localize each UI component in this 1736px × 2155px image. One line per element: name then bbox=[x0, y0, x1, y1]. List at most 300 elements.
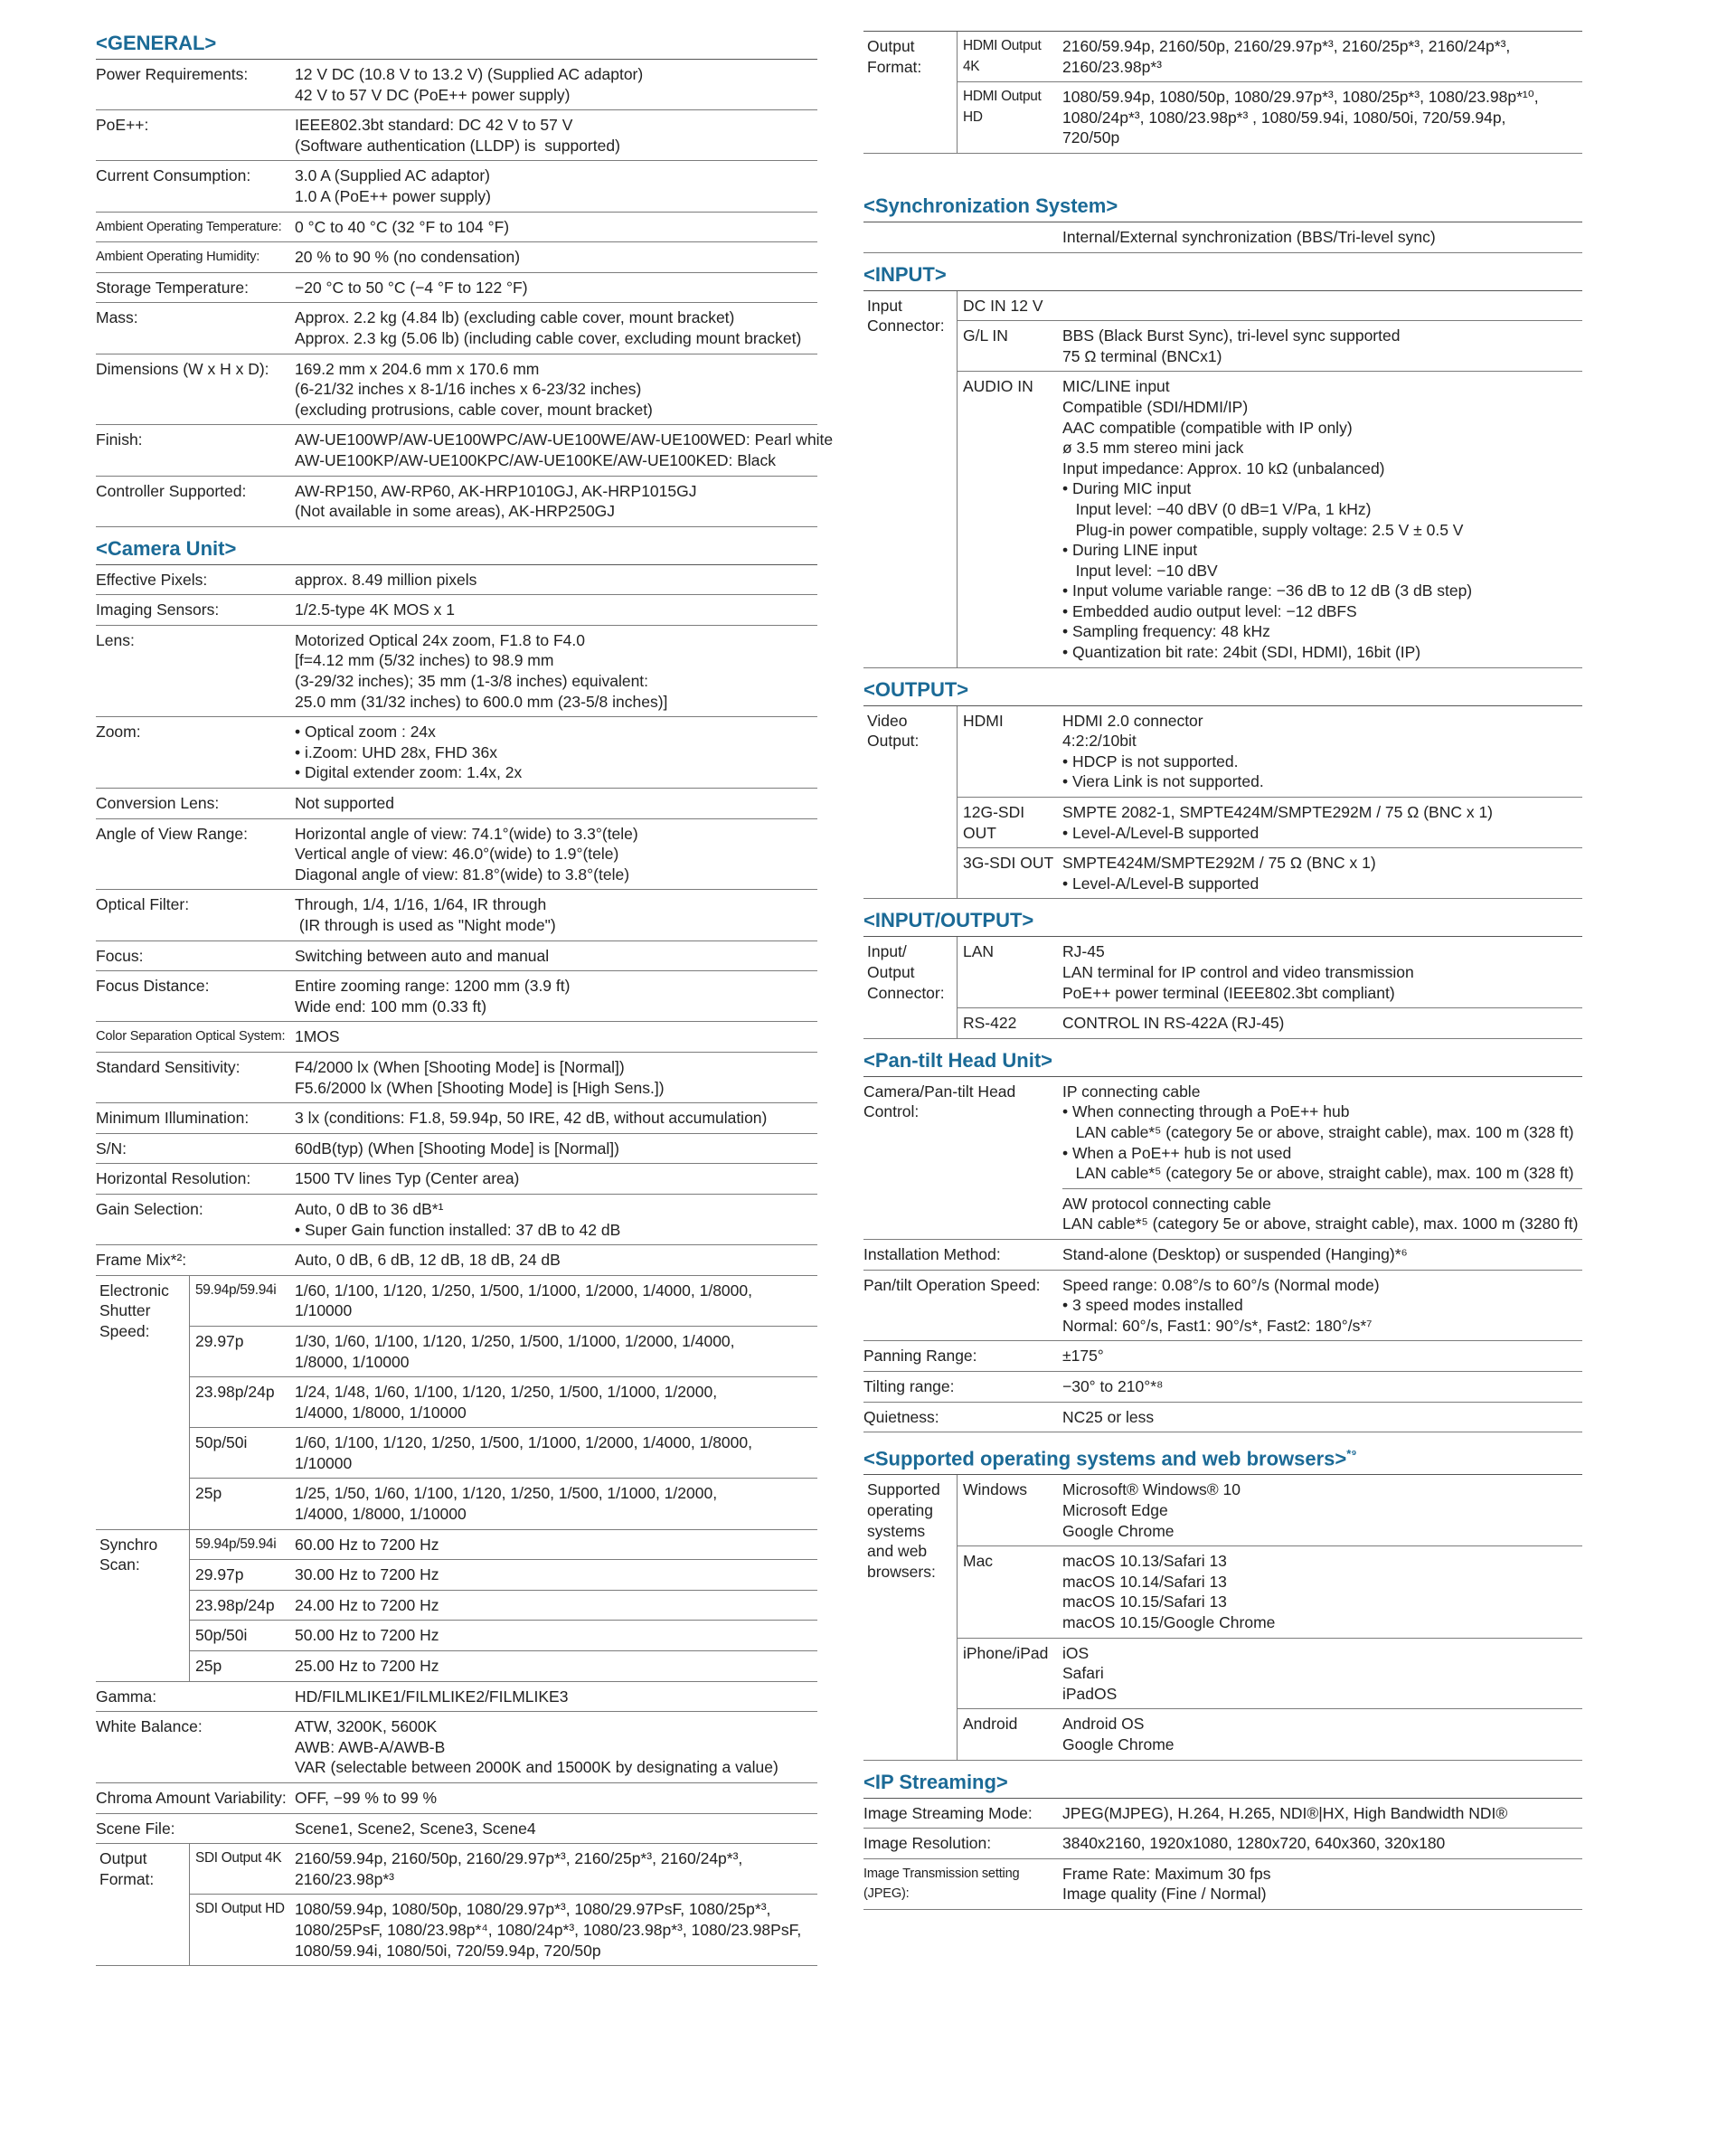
sub-value-line: 1/4000, 1/8000, 1/10000 bbox=[295, 1403, 467, 1422]
spec-value-line: Diagonal angle of view: 81.8°(wide) to 3.8°(tele) bbox=[295, 865, 630, 884]
spec-value-line: ±175° bbox=[1062, 1347, 1104, 1366]
section-input-output bbox=[863, 908, 1582, 1038]
spec-value bbox=[295, 1682, 817, 1712]
spec-value-line: (Not available in some areas), AK-HRP250GJ bbox=[295, 502, 616, 521]
spec-label: Ambient Operating Humidity: bbox=[96, 250, 260, 265]
sub-label: Android bbox=[963, 1715, 1018, 1734]
pan-tilt-title-text: <Pan-tilt Head Unit> bbox=[863, 1048, 1053, 1072]
spec-row bbox=[96, 1103, 817, 1134]
sub-value-line: BBS (Black Burst Sync), tri-level sync supported bbox=[1062, 326, 1401, 345]
synchro-scan-group bbox=[96, 1530, 817, 1682]
spec-value-line: HD/FILMLIKE1/FILMLIKE2/FILMLIKE3 bbox=[295, 1687, 569, 1706]
sub-value-line: 1/30, 1/60, 1/100, 1/120, 1/250, 1/500, 1/1000, 1/2000, 1/4000, bbox=[295, 1331, 735, 1350]
spec-label: Horizontal Resolution: bbox=[96, 1169, 251, 1188]
spec-label: Minimum Illumination: bbox=[96, 1109, 250, 1128]
spec-value-line: 0 °C to 40 °C (32 °F to 104 °F) bbox=[295, 217, 510, 236]
sub-value-line: HDMI 2.0 connector bbox=[1062, 711, 1203, 730]
sub-label: 12G-SDI OUT bbox=[963, 803, 1025, 842]
spec-row bbox=[96, 1164, 817, 1195]
spec-value-line: −30° to 210°*⁸ bbox=[1062, 1376, 1164, 1395]
sub-value-line: iOS bbox=[1062, 1643, 1090, 1662]
io-connector-group bbox=[863, 937, 1582, 1038]
sub-value-line: Plug-in power compatible, supply voltage: 2.5 V ± 0.5 V bbox=[1062, 520, 1464, 539]
section-camera-unit bbox=[96, 536, 817, 1966]
spec-row bbox=[96, 110, 817, 161]
sub-value-line: SMPTE 2082-1, SMPTE424M/SMPTE292M / 75 Ω (BNC x 1) bbox=[1062, 803, 1494, 822]
spec-value-line: 25.0 mm (31/32 inches) to 600.0 mm (23-5/8 inches)] bbox=[295, 692, 668, 711]
sub-value bbox=[295, 1560, 817, 1590]
spec-label: Color Separation Optical System: bbox=[96, 1029, 286, 1044]
control-part-line: AW protocol connecting cable bbox=[1062, 1194, 1271, 1213]
os-browsers-group-label: Supported operating systems and web browsers: bbox=[863, 1475, 958, 1759]
spec-label: Conversion Lens: bbox=[96, 794, 220, 813]
spec-value-line: (excluding protrusions, cable cover, mount bracket) bbox=[295, 400, 653, 419]
sub-value-line: 24.00 Hz to 7200 Hz bbox=[295, 1595, 439, 1614]
section-sync bbox=[863, 194, 1582, 253]
sub-value-line: 2160/59.94p, 2160/50p, 2160/29.97p*³, 2160/25p*³, 2160/24p*³, bbox=[1062, 37, 1511, 55]
spec-value-line: Image quality (Fine / Normal) bbox=[1062, 1885, 1267, 1904]
sub-value-line: 1080/24p*³, 1080/23.98p*³ , 1080/59.94i, 1080/50i, 720/59.94p, bbox=[1062, 108, 1506, 127]
sub-value-line: 50.00 Hz to 7200 Hz bbox=[295, 1626, 439, 1645]
sub-label: 29.97p bbox=[195, 1331, 244, 1350]
spec-value-line: VAR (selectable between 2000K and 15000K by designating a value) bbox=[295, 1758, 778, 1777]
sub-value-line: • Level-A/Level-B supported bbox=[1062, 823, 1260, 842]
spec-value-line: IEEE802.3bt standard: DC 42 V to 57 V bbox=[295, 116, 573, 135]
spec-row bbox=[96, 626, 817, 717]
spec-row bbox=[96, 477, 817, 527]
spec-value bbox=[295, 1814, 817, 1844]
hdmi-output-format-group-label: Output Format: bbox=[863, 32, 958, 153]
spec-value-line: Frame Rate: Maximum 30 fps bbox=[1062, 1864, 1271, 1883]
spec-label: White Balance: bbox=[96, 1717, 203, 1736]
sub-value bbox=[295, 1428, 817, 1478]
spec-value bbox=[295, 60, 817, 109]
sub-value bbox=[1062, 1546, 1582, 1637]
sub-value-line: ø 3.5 mm stereo mini jack bbox=[1062, 439, 1244, 458]
spec-value bbox=[295, 1712, 817, 1782]
os-browsers-title-text: <Supported operating systems and web browsers> bbox=[863, 1447, 1347, 1470]
spec-row bbox=[863, 1829, 1582, 1859]
general-title bbox=[96, 31, 817, 60]
control-part-line: • When connecting through a PoE++ hub bbox=[1062, 1102, 1350, 1121]
sub-label: HDMI Output 4K bbox=[963, 38, 1042, 74]
spec-row bbox=[96, 595, 817, 626]
input-connector-group bbox=[863, 291, 1582, 668]
sub-value-line: Android OS bbox=[1062, 1715, 1145, 1734]
sub-value bbox=[1062, 1008, 1582, 1038]
spec-label: Standard Sensitivity: bbox=[96, 1057, 241, 1076]
control-part-line: LAN cable*⁵ (category 5e or above, straight cable), max. 1000 m (3280 ft) bbox=[1062, 1215, 1579, 1233]
spec-row bbox=[96, 161, 817, 212]
sub-value-line: • HDCP is not supported. bbox=[1062, 751, 1239, 770]
sub-label: 50p/50i bbox=[195, 1626, 248, 1645]
spec-value bbox=[295, 425, 833, 475]
sub-value bbox=[1062, 848, 1582, 898]
sub-row bbox=[958, 937, 1582, 1008]
sub-value bbox=[1062, 937, 1582, 1007]
spec-value-line: 3840x2160, 1920x1080, 1280x720, 640x360, 320x180 bbox=[1062, 1834, 1446, 1853]
sub-value bbox=[1062, 1709, 1582, 1759]
section-os-browsers bbox=[863, 1441, 1582, 1760]
spec-value-line: 3 lx (conditions: F1.8, 59.94p, 50 IRE, 42 dB, without accumulation) bbox=[295, 1109, 768, 1128]
sub-row bbox=[958, 1475, 1582, 1546]
spec-value bbox=[1062, 1240, 1582, 1270]
sub-label: AUDIO IN bbox=[963, 377, 1033, 396]
sub-label: HDMI Output HD bbox=[963, 89, 1042, 125]
spec-row bbox=[863, 1859, 1582, 1910]
spec-label: Optical Filter: bbox=[96, 895, 190, 914]
sub-value-line: CONTROL IN RS-422A (RJ-45) bbox=[1062, 1014, 1285, 1033]
section-ip-streaming bbox=[863, 1770, 1582, 1910]
sdi-output-format-group-subrows bbox=[190, 1844, 817, 1965]
spec-label: Dimensions (W x H x D): bbox=[96, 359, 269, 378]
spec-value bbox=[295, 242, 817, 272]
sub-value-line: Google Chrome bbox=[1062, 1734, 1175, 1753]
spec-value-line: Not supported bbox=[295, 794, 394, 813]
spec-value-line: (6-21/32 inches x 8-1/16 inches x 6-23/32 inches) bbox=[295, 380, 642, 399]
sub-value-line: Microsoft® Windows® 10 bbox=[1062, 1480, 1241, 1499]
spec-value-line: 169.2 mm x 204.6 mm x 170.6 mm bbox=[295, 359, 540, 378]
spec-value-line: Entire zooming range: 1200 mm (3.9 ft) bbox=[295, 977, 571, 996]
spec-value bbox=[295, 890, 817, 940]
spec-value bbox=[295, 213, 817, 242]
spec-value-line: [f=4.12 mm (5/32 inches) to 98.9 mm bbox=[295, 651, 554, 670]
shutter-speed-group bbox=[96, 1276, 817, 1530]
os-browsers-title-note: *⁹ bbox=[1346, 1447, 1357, 1461]
spec-row bbox=[96, 1245, 817, 1276]
spec-value-line: AW-UE100WP/AW-UE100WPC/AW-UE100WE/AW-UE100WED: Pearl white bbox=[295, 430, 834, 449]
spec-value-line: 42 V to 57 V DC (PoE++ power supply) bbox=[295, 85, 571, 104]
spec-label: Power Requirements: bbox=[96, 65, 249, 83]
sub-row bbox=[190, 1428, 817, 1479]
spec-value bbox=[1062, 1859, 1582, 1909]
spec-value-line: • i.Zoom: UHD 28x, FHD 36x bbox=[295, 742, 497, 761]
sync-title bbox=[863, 194, 1582, 222]
spec-row bbox=[96, 789, 817, 819]
spec-value-line: Horizontal angle of view: 74.1°(wide) to 3.3°(tele) bbox=[295, 824, 638, 843]
sub-row bbox=[190, 1560, 817, 1591]
spec-value bbox=[295, 1022, 817, 1052]
sub-value-line: PoE++ power terminal (IEEE802.3bt compliant) bbox=[1062, 983, 1395, 1002]
sub-value-line: 1/10000 bbox=[295, 1453, 353, 1472]
spec-row bbox=[96, 1814, 817, 1845]
spec-label: Panning Range: bbox=[863, 1347, 977, 1366]
spec-value bbox=[295, 1245, 817, 1275]
spec-row bbox=[863, 1403, 1582, 1433]
sub-value bbox=[295, 1844, 817, 1894]
section-input bbox=[863, 262, 1582, 668]
sub-row bbox=[190, 1377, 817, 1428]
spec-row bbox=[96, 819, 817, 891]
camera-unit-title-text: <Camera Unit> bbox=[96, 536, 237, 560]
hdmi-output-format-group-subrows bbox=[958, 32, 1582, 153]
os-browsers-group-subrows bbox=[958, 1475, 1582, 1759]
spec-value-line: Auto, 0 dB, 6 dB, 12 dB, 18 dB, 24 dB bbox=[295, 1251, 561, 1270]
spec-row bbox=[96, 213, 817, 243]
spec-value bbox=[295, 1195, 817, 1244]
sub-value bbox=[1062, 1639, 1582, 1709]
sub-value-line: 2160/23.98p*³ bbox=[295, 1869, 394, 1888]
sub-value-line: • Input volume variable range: −36 dB to 12 dB (3 dB step) bbox=[1062, 581, 1473, 600]
sub-value-line: MIC/LINE input bbox=[1062, 377, 1170, 396]
sub-row bbox=[190, 1651, 817, 1681]
spec-value bbox=[295, 565, 817, 595]
sub-value-line: • Quantization bit rate: 24bit (SDI, HDMI), 16bit (IP) bbox=[1062, 643, 1421, 662]
spec-label: Installation Method: bbox=[863, 1244, 1001, 1263]
sub-row bbox=[958, 321, 1582, 372]
sub-value bbox=[1062, 82, 1582, 153]
section-general bbox=[96, 31, 834, 527]
sub-row bbox=[958, 1639, 1582, 1710]
sub-value-line: 25.00 Hz to 7200 Hz bbox=[295, 1657, 439, 1676]
sub-value bbox=[1062, 1475, 1582, 1545]
video-output-group-label: Video Output: bbox=[863, 706, 958, 899]
sub-value bbox=[1062, 291, 1582, 321]
sub-value-line: 1080/59.94p, 1080/50p, 1080/29.97p*³, 1080/29.97PsF, 1080/25p*³, bbox=[295, 1900, 771, 1919]
input-title-text: <INPUT> bbox=[863, 262, 947, 286]
spec-label: Finish: bbox=[96, 430, 143, 449]
sub-row bbox=[190, 1844, 817, 1895]
spec-value-line: Auto, 0 dB to 36 dB*¹ bbox=[295, 1199, 444, 1218]
sub-value-line: • Viera Link is not supported. bbox=[1062, 772, 1264, 791]
shutter-speed-group-subrows bbox=[190, 1276, 817, 1529]
spec-value-line: Vertical angle of view: 46.0°(wide) to 1.9°(tele) bbox=[295, 845, 619, 864]
sub-row bbox=[958, 1546, 1582, 1638]
spec-value bbox=[295, 1134, 817, 1164]
spec-label: Imaging Sensors: bbox=[96, 600, 220, 619]
sub-label: 25p bbox=[195, 1657, 222, 1676]
spec-value bbox=[295, 477, 817, 526]
spec-value bbox=[295, 303, 817, 353]
control-part-line: IP connecting cable bbox=[1062, 1082, 1201, 1101]
spec-row bbox=[96, 1682, 817, 1713]
spec-value-line: Normal: 60°/s, Fast1: 90°/s*, Fast2: 180°/s*⁷ bbox=[1062, 1316, 1373, 1335]
sub-row bbox=[190, 1591, 817, 1621]
sub-label: G/L IN bbox=[963, 326, 1008, 345]
spec-row bbox=[96, 1712, 817, 1783]
sub-label: DC IN 12 V bbox=[963, 296, 1043, 315]
hdmi-output-format-group bbox=[863, 32, 1582, 154]
spec-value bbox=[295, 1103, 817, 1133]
input-output-title-text: <INPUT/OUTPUT> bbox=[863, 909, 1034, 932]
spec-value bbox=[295, 1783, 817, 1813]
spec-value bbox=[1062, 1799, 1582, 1829]
spec-label: Current Consumption: bbox=[96, 166, 251, 185]
sub-value-line: • During LINE input bbox=[1062, 541, 1198, 560]
sub-value-line: 1/24, 1/48, 1/60, 1/100, 1/120, 1/250, 1/500, 1/1000, 1/2000, bbox=[295, 1383, 718, 1402]
sub-label: 3G-SDI OUT bbox=[963, 854, 1054, 873]
spec-value-line: Scene1, Scene2, Scene3, Scene4 bbox=[295, 1819, 536, 1838]
spec-value-line: Stand-alone (Desktop) or suspended (Hanging)*⁶ bbox=[1062, 1244, 1408, 1263]
io-connector-group-subrows bbox=[958, 937, 1582, 1037]
spec-value-line: Speed range: 0.08°/s to 60°/s (Normal mode) bbox=[1062, 1275, 1380, 1294]
sub-value-line: 60.00 Hz to 7200 Hz bbox=[295, 1535, 439, 1554]
spec-value-line: 1MOS bbox=[295, 1027, 340, 1046]
sub-label: Windows bbox=[963, 1480, 1027, 1499]
sub-value bbox=[295, 1377, 817, 1427]
sdi-output-format-group-label: Output Format: bbox=[96, 1844, 190, 1965]
sub-value-line: Compatible (SDI/HDMI/IP) bbox=[1062, 397, 1249, 416]
spec-value-line: 3.0 A (Supplied AC adaptor) bbox=[295, 166, 490, 185]
spec-row bbox=[863, 1271, 1582, 1342]
spec-value-line: F4/2000 lx (When [Shooting Mode] is [Normal]) bbox=[295, 1057, 625, 1076]
sub-value-line: 1/8000, 1/10000 bbox=[295, 1352, 410, 1371]
spec-value bbox=[295, 273, 817, 303]
input-output-title bbox=[863, 908, 1582, 937]
sub-value-line: • Embedded audio output level: −12 dBFS bbox=[1062, 601, 1357, 620]
sub-value-line: 1/10000 bbox=[295, 1301, 353, 1320]
spec-value-line: Motorized Optical 24x zoom, F1.8 to F4.0 bbox=[295, 630, 585, 649]
spec-row bbox=[96, 971, 817, 1022]
spec-value bbox=[295, 717, 817, 788]
control-part bbox=[1062, 1077, 1582, 1189]
spec-row bbox=[96, 1195, 817, 1245]
pan-tilt-title bbox=[863, 1048, 1582, 1077]
sub-row bbox=[190, 1621, 817, 1651]
sub-value-line: 2160/59.94p, 2160/50p, 2160/29.97p*³, 2160/25p*³, 2160/24p*³, bbox=[295, 1849, 743, 1868]
spec-label: Gamma: bbox=[96, 1687, 157, 1706]
sub-label: HDMI bbox=[963, 711, 1004, 730]
sub-value bbox=[1062, 321, 1582, 371]
sub-label: iPhone/iPad bbox=[963, 1643, 1049, 1662]
spec-value-line: • 3 speed modes installed bbox=[1062, 1296, 1243, 1315]
spec-row bbox=[863, 1240, 1582, 1271]
spec-value-line: (3-29/32 inches); 35 mm (1-3/8 inches) equivalent: bbox=[295, 672, 649, 691]
spec-label: Image Streaming Mode: bbox=[863, 1803, 1033, 1822]
sub-value-line: Microsoft Edge bbox=[1062, 1501, 1168, 1520]
pan-tilt-control-value bbox=[1062, 1077, 1582, 1239]
left-column bbox=[96, 31, 834, 1975]
sub-label: SDI Output 4K bbox=[195, 1850, 282, 1867]
spec-value bbox=[295, 789, 817, 818]
spec-value-line: Wide end: 100 mm (0.33 ft) bbox=[295, 997, 487, 1016]
spec-value-line: 1.0 A (PoE++ power supply) bbox=[295, 186, 491, 205]
sync-title-text: <Synchronization System> bbox=[863, 194, 1118, 217]
spec-label: PoE++: bbox=[96, 116, 149, 135]
spec-label: Zoom: bbox=[96, 723, 141, 742]
spec-label: Focus: bbox=[96, 946, 144, 965]
spec-value-line: 12 V DC (10.8 V to 13.2 V) (Supplied AC adaptor) bbox=[295, 65, 644, 83]
sub-label: 23.98p/24p bbox=[195, 1595, 275, 1614]
sub-row bbox=[958, 32, 1582, 82]
spec-value-line: 1500 TV lines Typ (Center area) bbox=[295, 1169, 520, 1188]
sub-value-line: 4:2:2/10bit bbox=[1062, 732, 1137, 751]
sub-row bbox=[190, 1327, 817, 1377]
section-pan-tilt bbox=[863, 1048, 1582, 1432]
spec-value-line: approx. 8.49 million pixels bbox=[295, 570, 477, 589]
spec-row bbox=[96, 1783, 817, 1814]
sub-value-line: 1080/25PsF, 1080/23.98p*⁴, 1080/24p*³, 1080/23.98p*³, 1080/23.98PsF, bbox=[295, 1920, 802, 1939]
sub-value-line: 1/25, 1/50, 1/60, 1/100, 1/120, 1/250, 1/500, 1/1000, 1/2000, bbox=[295, 1484, 718, 1503]
spec-row bbox=[96, 1022, 817, 1053]
sub-label: 59.94p/59.94i bbox=[195, 1281, 277, 1298]
sub-value bbox=[295, 1591, 817, 1621]
synchro-scan-group-subrows bbox=[190, 1530, 817, 1681]
sub-value-line: 1080/59.94p, 1080/50p, 1080/29.97p*³, 1080/25p*³, 1080/23.98p*¹⁰, bbox=[1062, 88, 1539, 107]
spec-label: Gain Selection: bbox=[96, 1199, 203, 1218]
spec-label: Mass: bbox=[96, 308, 138, 327]
control-part-line: LAN cable*⁵ (category 5e or above, straight cable), max. 100 m (328 ft) bbox=[1062, 1122, 1574, 1141]
sub-value bbox=[295, 1651, 817, 1681]
spec-value-line: F5.6/2000 lx (When [Shooting Mode] is [High Sens.]) bbox=[295, 1078, 665, 1097]
sub-value-line: 2160/23.98p*³ bbox=[1062, 57, 1162, 76]
sub-label: 29.97p bbox=[195, 1565, 244, 1584]
sync-value: Internal/External synchronization (BBS/Tri-level sync) bbox=[1062, 227, 1436, 246]
sub-value-line: • During MIC input bbox=[1062, 479, 1192, 498]
sub-value-line: 1/60, 1/100, 1/120, 1/250, 1/500, 1/1000, 1/2000, 1/4000, 1/8000, bbox=[295, 1281, 752, 1300]
sub-value-line: 1/60, 1/100, 1/120, 1/250, 1/500, 1/1000, 1/2000, 1/4000, 1/8000, bbox=[295, 1433, 752, 1452]
spec-label: S/N: bbox=[96, 1139, 127, 1158]
sub-value-line: 75 Ω terminal (BNCx1) bbox=[1062, 346, 1222, 365]
sub-row bbox=[190, 1530, 817, 1561]
sub-label: SDI Output HD bbox=[195, 1901, 285, 1917]
sub-value bbox=[1062, 32, 1582, 81]
ip-streaming-title bbox=[863, 1770, 1582, 1799]
sub-value-line: • Level-A/Level-B supported bbox=[1062, 874, 1260, 893]
spec-label: Image Transmission setting (JPEG): bbox=[863, 1866, 1020, 1902]
sub-row bbox=[190, 1895, 817, 1965]
sync-label bbox=[863, 222, 1062, 252]
spec-value-line: 60dB(typ) (When [Shooting Mode] is [Normal]) bbox=[295, 1139, 619, 1158]
spec-label: Scene File: bbox=[96, 1819, 175, 1838]
ip-streaming-title-text: <IP Streaming> bbox=[863, 1770, 1008, 1793]
sub-row bbox=[190, 1479, 817, 1528]
os-browsers-title bbox=[863, 1441, 1582, 1475]
spec-label: Angle of View Range: bbox=[96, 824, 248, 843]
input-connector-group-subrows bbox=[958, 291, 1582, 667]
spec-value bbox=[295, 819, 817, 890]
spec-value-line: (Software authentication (LLDP) is supported) bbox=[295, 136, 620, 155]
spec-value bbox=[295, 354, 817, 425]
spec-label: Quietness: bbox=[863, 1407, 939, 1426]
spec-value-line: • Optical zoom : 24x bbox=[295, 723, 436, 742]
spec-row bbox=[96, 717, 817, 789]
spec-value-line: 1/2.5-type 4K MOS x 1 bbox=[295, 600, 456, 619]
synchro-scan-group-label: Synchro Scan: bbox=[96, 1530, 190, 1681]
video-output-group-subrows bbox=[958, 706, 1582, 899]
spec-value-line: Through, 1/4, 1/16, 1/64, IR through bbox=[295, 895, 547, 914]
sub-label: 25p bbox=[195, 1484, 222, 1503]
sub-value-line: SMPTE424M/SMPTE292M / 75 Ω (BNC x 1) bbox=[1062, 854, 1376, 873]
pan-tilt-control-row bbox=[863, 1077, 1582, 1240]
sync-row bbox=[863, 222, 1582, 253]
spec-value bbox=[295, 1164, 817, 1194]
sub-row bbox=[190, 1276, 817, 1327]
spec-row bbox=[96, 941, 817, 972]
sub-value-line: 1/4000, 1/8000, 1/10000 bbox=[295, 1505, 467, 1524]
spec-label: Image Resolution: bbox=[863, 1834, 992, 1853]
spec-row bbox=[96, 890, 817, 940]
sub-row bbox=[958, 798, 1582, 848]
io-connector-group-label: Input/ Output Connector: bbox=[863, 937, 958, 1037]
general-title-text: <GENERAL> bbox=[96, 32, 217, 54]
sub-row bbox=[958, 82, 1582, 153]
spec-value-line: AW-UE100KP/AW-UE100KPC/AW-UE100KE/AW-UE100KED: Black bbox=[295, 450, 776, 469]
spec-value-line: AWB: AWB-A/AWB-B bbox=[295, 1737, 446, 1756]
spec-label: Pan/tilt Operation Speed: bbox=[863, 1275, 1041, 1294]
spec-value bbox=[295, 595, 817, 625]
spec-row bbox=[96, 1134, 817, 1165]
spec-value-line: NC25 or less bbox=[1062, 1407, 1155, 1426]
sub-value-line: Input impedance: Approx. 10 kΩ (unbalanced) bbox=[1062, 458, 1385, 477]
sub-value-line: macOS 10.14/Safari 13 bbox=[1062, 1572, 1227, 1591]
spec-value-line: −20 °C to 50 °C (−4 °F to 122 °F) bbox=[295, 278, 528, 297]
spec-label: Lens: bbox=[96, 630, 135, 649]
spec-value-line: 20 % to 90 % (no condensation) bbox=[295, 248, 521, 267]
sub-value bbox=[295, 1895, 817, 1965]
pan-tilt-control-label: Camera/Pan-tilt Head Control: bbox=[863, 1082, 1016, 1121]
shutter-speed-group-label: Electronic Shutter Speed: bbox=[96, 1276, 190, 1529]
